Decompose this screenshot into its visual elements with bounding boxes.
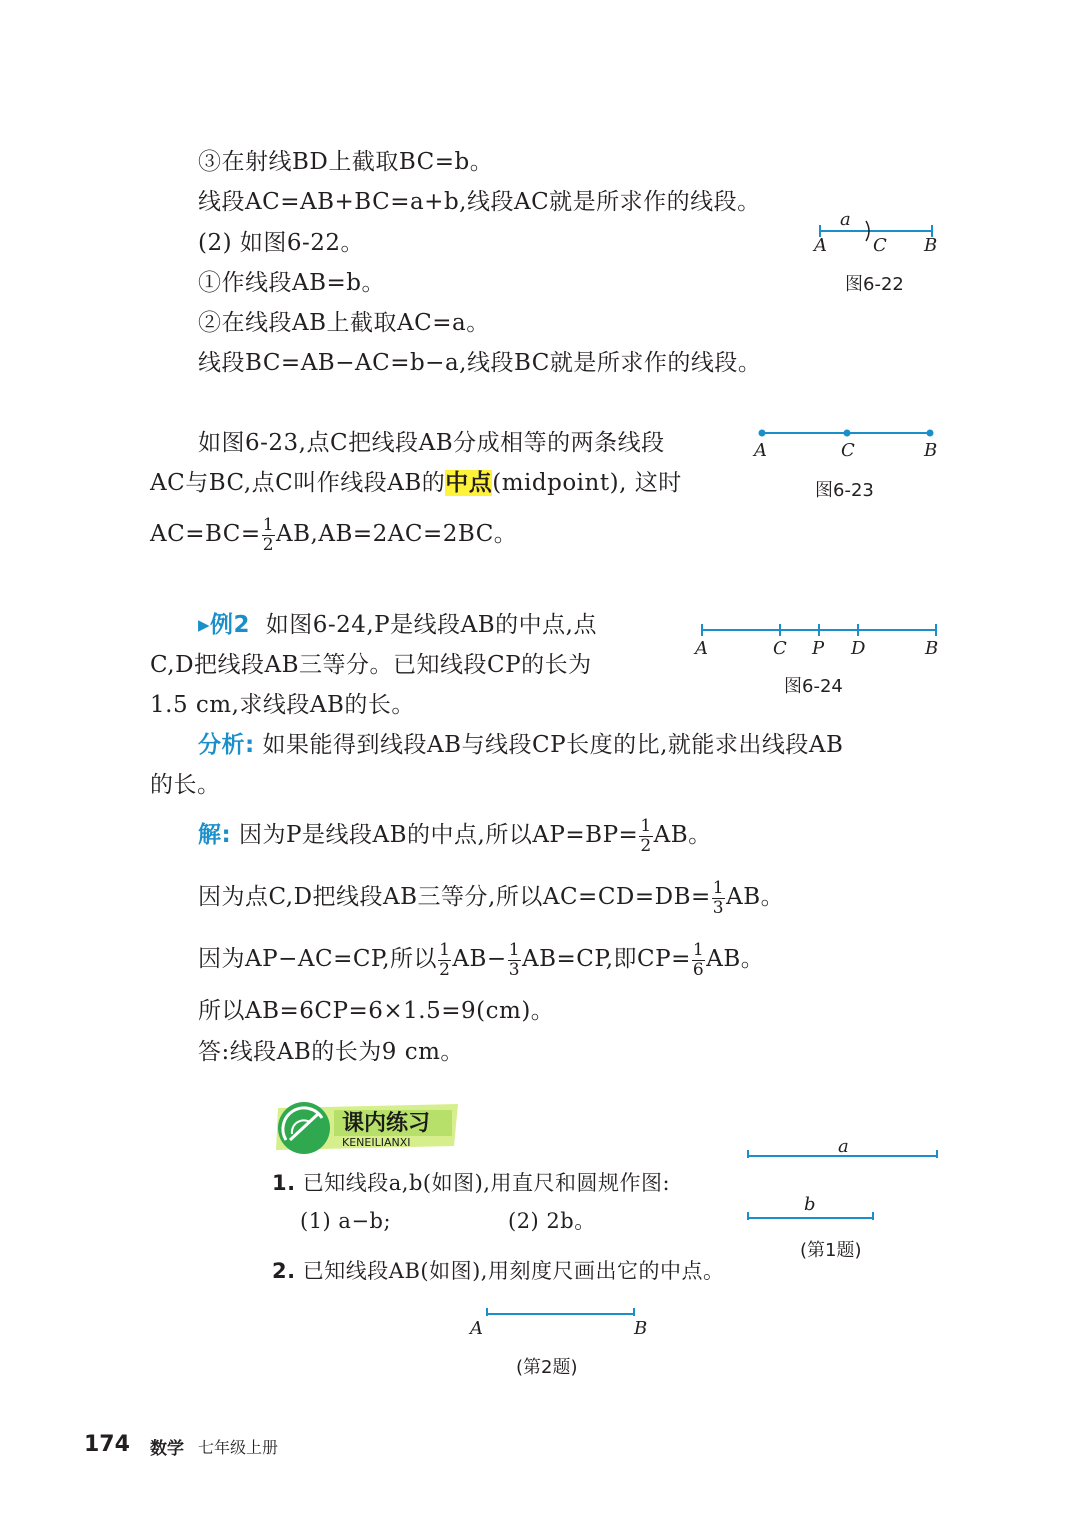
midpoint-line-3: AC=BC= $\frac{1}{2}$ AB,AB=2AC=2BC。 [150, 514, 518, 555]
figure-question-1-caption: (第1题) [800, 1240, 862, 1261]
sum-conclusion: 线段AC=AB+BC=a+b,线段AC就是所求作的线段。 [198, 189, 761, 215]
figure-6-24-caption: 图6-24 [784, 676, 843, 697]
label-C: C [873, 235, 887, 256]
example-line-3: 1.5 cm,求线段AB的长。 [150, 692, 415, 718]
practice-badge [272, 1100, 462, 1156]
figure-question-2-caption: (第2题) [516, 1357, 578, 1378]
fraction-sixth: $\frac{1}{6}$ [692, 939, 705, 980]
point-a [759, 430, 766, 437]
label-a: a [838, 1136, 849, 1157]
label-a: a [840, 209, 851, 230]
label-A: A [695, 638, 708, 659]
figure-6-24 [690, 618, 950, 663]
question-1-part-a: (1) a−b; [300, 1209, 392, 1233]
grade-label: 七年级上册 [198, 1438, 279, 1457]
question-1-part-b: (2) 2b。 [508, 1209, 596, 1233]
label-B: B [925, 638, 939, 659]
figure-6-22 [800, 205, 950, 265]
fraction-half: $\frac{1}{2}$ [439, 939, 451, 980]
question-2: 2. 已知线段AB(如图),用刻度尺画出它的中点。 [272, 1259, 725, 1283]
fraction-half: $\frac{1}{2}$ [640, 815, 652, 856]
midpoint-line-1: 如图6-23,点C把线段AB分成相等的两条线段 [198, 430, 665, 456]
label-P: P [812, 638, 825, 659]
solution-line-3: 因为AP−AC=CP,所以 $\frac{1}{2}$ AB− $\frac{1}{3}$ AB=CP,即CP= $\frac{1}{6}$ AB。 [198, 939, 765, 980]
figure-question-2 [462, 1300, 662, 1345]
midpoint-term: 中点 [445, 470, 493, 496]
figure-6-22-caption: 图6-22 [845, 274, 904, 295]
solution-line-1: 解: 因为P是线段AB的中点,所以AP=BP= $\frac{1}{2}$ AB。 [198, 815, 712, 856]
label-b: b [804, 1194, 816, 1215]
figure-question-1 [740, 1132, 945, 1232]
step-3: ③在射线BD上截取BC=b。 [198, 149, 494, 175]
example-line-1: ▸例2 如图6-24,P是线段AB的中点,点 [198, 612, 597, 638]
figure-6-23 [748, 420, 948, 465]
part-2-heading: (2) 如图6-22。 [198, 230, 365, 256]
solution-label: 解: [198, 822, 232, 848]
label-B: B [924, 235, 938, 256]
point-c [844, 430, 851, 437]
question-1: 1. 已知线段a,b(如图),用直尺和圆规作图: [272, 1171, 671, 1195]
label-A: A [814, 235, 827, 256]
diff-conclusion: 线段BC=AB−AC=b−a,线段BC就是所求作的线段。 [198, 350, 762, 376]
label-A: A [470, 1318, 483, 1339]
point-b [927, 430, 934, 437]
label-C: C [773, 638, 787, 659]
label-D: D [851, 638, 866, 659]
fraction-third: $\frac{1}{3}$ [712, 877, 725, 918]
label-C: C [841, 440, 855, 461]
example-label: ▸例2 [198, 612, 251, 638]
solution-line-2: 因为点C,D把线段AB三等分,所以AC=CD=DB= $\frac{1}{3}$ AB。 [198, 877, 785, 918]
page-number: 174 [84, 1432, 130, 1457]
label-B: B [924, 440, 938, 461]
analysis-label: 分析: [198, 732, 255, 758]
practice-subtitle: KENEILIANXI [342, 1136, 411, 1149]
fraction-half: $\frac{1}{2}$ [262, 514, 275, 555]
midpoint-line-2: AC与BC,点C叫作线段AB的中点(midpoint), 这时 [150, 470, 682, 496]
label-A: A [754, 440, 767, 461]
solution-line-4: 所以AB=6CP=6×1.5=9(cm)。 [198, 998, 555, 1024]
example-line-2: C,D把线段AB三等分。已知线段CP的长为 [150, 652, 592, 678]
analysis-line-1: 分析: 如果能得到线段AB与线段CP长度的比,就能求出线段AB [198, 732, 844, 758]
label-B: B [634, 1318, 648, 1339]
analysis-line-2: 的长。 [150, 772, 221, 798]
practice-title: 课内练习 [342, 1111, 431, 1136]
step-1: ①作线段AB=b。 [198, 270, 386, 296]
fraction-third: $\frac{1}{3}$ [508, 939, 521, 980]
subject-label: 数学 [150, 1439, 184, 1459]
answer-line: 答:线段AB的长为9 cm。 [198, 1039, 464, 1065]
figure-6-23-caption: 图6-23 [815, 480, 874, 501]
step-2: ②在线段AB上截取AC=a。 [198, 310, 490, 336]
